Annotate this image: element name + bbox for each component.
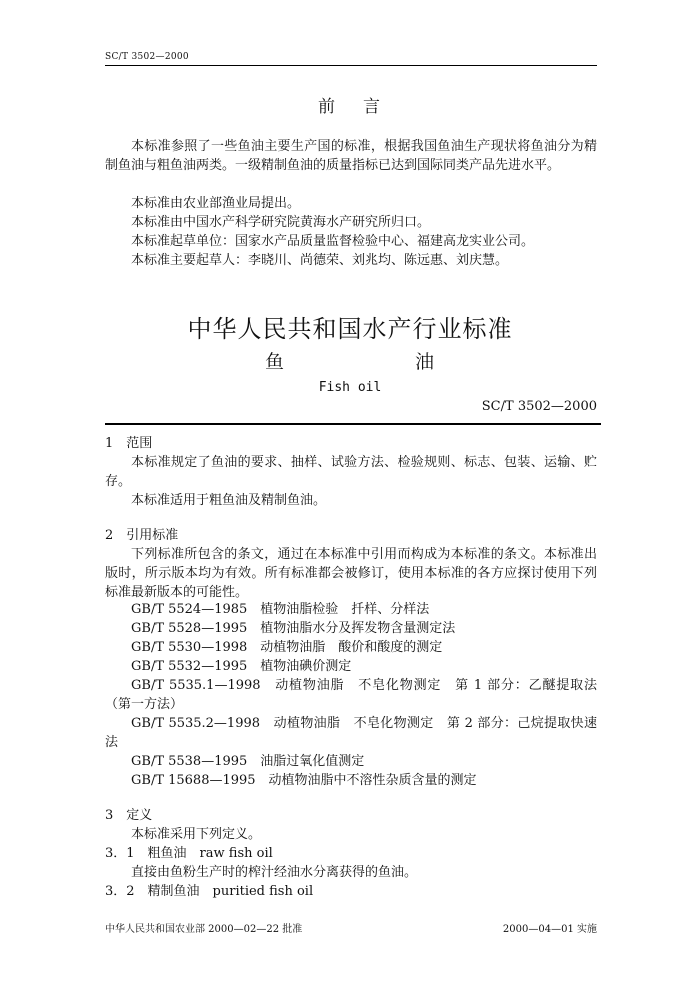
footer-effective-date: 2000—04—01 实施 [502,924,597,935]
section-1-paragraph-2: 本标准适用于粗鱼油及精制鱼油。 [131,493,327,508]
foreword-paragraph-2: 本标准由农业部渔业局提出。 [131,196,301,211]
reference-item: GB/T 5538—1995 油脂过氧化值测定 [131,754,365,769]
standard-title: 中华人民共和国水产行业标准 [187,315,513,343]
reference-item: GB/T 5530—1998 动植物油脂 酸价和酸度的测定 [131,640,443,655]
reference-item: GB/T 15688—1995 动植物油脂中不溶性杂质含量的测定 [131,773,477,788]
foreword-title-char-2: 言 [363,97,382,117]
definition-3-2-title: 3．2 精制鱼油 puritied fish oil [105,884,314,899]
standard-code: SC/T 3502—2000 [481,399,597,414]
foreword-title-char-1: 前 [318,97,337,117]
reference-item: GB/T 5535.2—1998 动植物油脂 不皂化物测定 第 2 部分：己烷提取快速法 [105,716,597,750]
header-code: SC/T 3502—2000 [105,52,189,62]
foreword-title [0,92,700,117]
section-2-heading: 2 引用标准 [105,528,179,543]
definition-3-1-title: 3．1 粗鱼油 raw fish oil [105,846,273,861]
section-1-heading: 1 范围 [105,436,153,451]
standard-name-char-1: 鱼 [265,351,285,373]
foreword-paragraph-1: 本标准参照了一些鱼油主要生产国的标准，根据我国鱼油生产现状将鱼油分为精制鱼油与粗鱼油两类。一级精制鱼油的质量指标已达到国际同类产品先进水平。 [105,139,597,173]
foreword-paragraph-4: 本标准起草单位：国家水产品质量监督检验中心、福建高龙实业公司。 [131,234,535,249]
footer-approval: 中华人民共和国农业部 2000—02—22 批准 [105,924,303,935]
reference-item: GB/T 5524—1985 植物油脂检验 扦样、分样法 [131,602,430,617]
reference-item: GB/T 5535.1—1998 动植物油脂 不皂化物测定 第 1 部分：乙醚提取法（第一方法） [105,678,597,712]
foreword-paragraph-3: 本标准由中国水产科学研究院黄海水产研究所归口。 [131,215,431,230]
section-3-paragraph-1: 本标准采用下列定义。 [131,827,262,842]
standard-name-char-2: 油 [415,351,435,373]
reference-item: GB/T 5532—1995 植物油碘价测定 [131,659,352,674]
standard-english-name: Fish oil [318,380,382,395]
section-1-paragraph-1: 本标准规定了鱼油的要求、抽样、试验方法、检验规则、标志、包装、运输、贮存。 [105,455,597,489]
header-rule [105,65,597,66]
reference-item: GB/T 5528—1995 植物油脂水分及挥发物含量测定法 [131,621,456,636]
section-2-paragraph-1: 下列标准所包含的条文，通过在本标准中引用而构成为本标准的条文。本标准出版时，所示版本均为有效。所有标准都会被修订，使用本标准的各方应探讨使用下列标准最新版本的可能性。 [105,547,597,600]
section-3-heading: 3 定义 [105,808,153,823]
definition-3-1-text: 直接由鱼粉生产时的榨汁经油水分离获得的鱼油。 [131,865,418,880]
title-rule [105,423,601,425]
foreword-paragraph-5: 本标准主要起草人：李晓川、尚德荣、刘兆均、陈远惠、刘庆慧。 [131,253,509,268]
